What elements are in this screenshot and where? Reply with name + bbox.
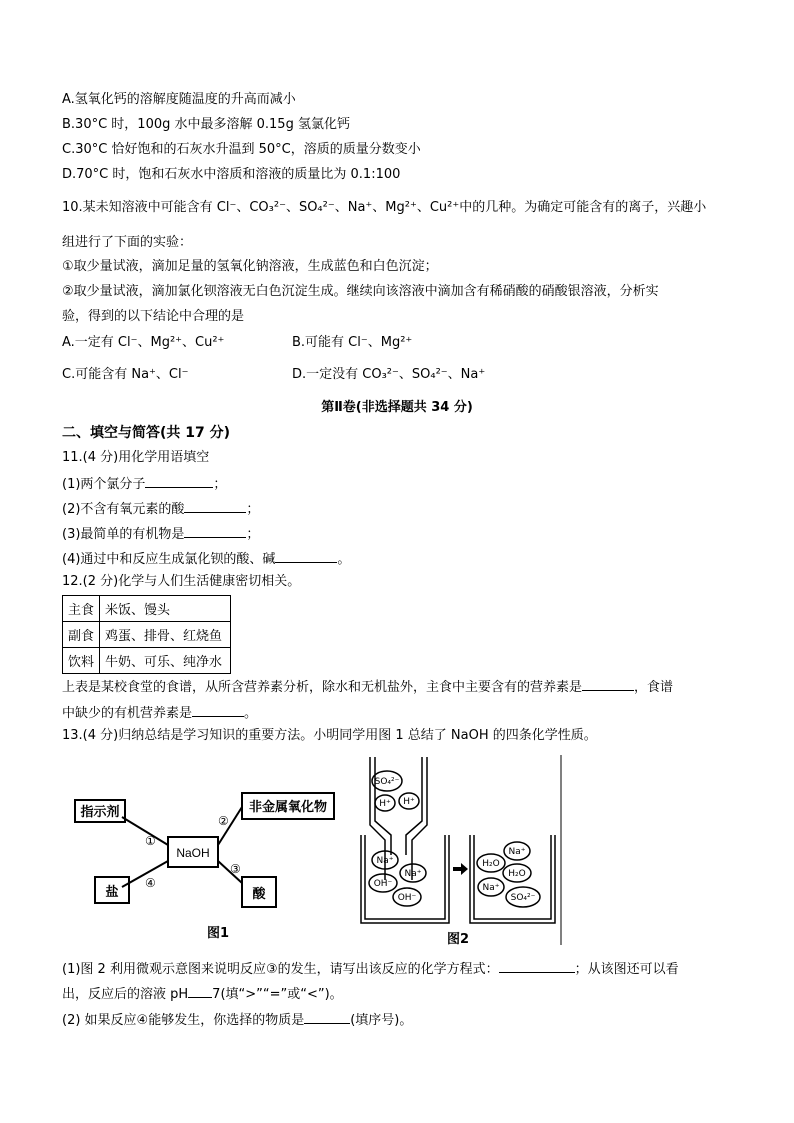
naoh-label: NaOH: [176, 846, 210, 860]
figure-2-micro-diagram: [355, 755, 565, 950]
dropper-ion-sulfate: SO₄²⁻: [374, 777, 400, 787]
figure-1-caption: 图1: [206, 926, 230, 941]
table-row: [63, 648, 231, 674]
q13-sub2: [62, 1010, 412, 1030]
q11-item-1: [62, 474, 226, 494]
q10-option-a: A.一定有 Cl⁻、Mg²⁺、Cu²⁺: [62, 335, 225, 350]
reaction-arrow-icon: [453, 863, 468, 875]
q12-blank-2[interactable]: [192, 703, 244, 717]
after-ion-na: Na⁺: [482, 883, 500, 893]
nonmetal-oxide-label: 非金属氧化物: [248, 800, 328, 815]
q13-sub2-end: (填序号)。: [350, 1013, 413, 1028]
q12-text-1-end: ，食谱: [634, 680, 674, 695]
q11-item-4-text: (4)通过中和反应生成氯化钡的酸、碱: [62, 552, 276, 567]
figure-1-naoh-diagram: [70, 765, 350, 955]
table-row: [63, 596, 231, 622]
table-cell: 牛奶、可乐、纯净水: [100, 648, 231, 674]
before-ion-oh: OH⁻: [397, 893, 417, 903]
q10-exp-3: 验，得到的以下结论中合理的是: [62, 309, 245, 324]
q12-text-2-body: 中缺少的有机营养素是: [62, 706, 193, 721]
table-cell: 米饭、馒头: [100, 596, 231, 622]
indicator-label: 指示剂: [80, 805, 120, 820]
q11-item-4: [62, 549, 350, 569]
section-title: 二、填空与简答(共 17 分): [62, 425, 231, 441]
q11-blank-3[interactable]: [184, 524, 246, 538]
dropper-outline-right: [412, 757, 427, 880]
q11-item-2-end: ；: [246, 502, 260, 517]
q11-blank-1[interactable]: [145, 474, 213, 488]
dropper-ion-h: H⁺: [403, 797, 415, 807]
q12-blank-1[interactable]: [582, 677, 634, 691]
q9-option-b: B.30°C 时，100g 水中最多溶解 0.15g 氢氯化钙: [62, 117, 350, 132]
q11-stem: 11.(4 分)用化学用语填空: [62, 450, 210, 465]
before-ion-na: Na⁺: [376, 856, 394, 866]
q13-sub1-ph-end: 7(填“>”“=”或“<”)。: [212, 987, 343, 1002]
q12-text-2-end: 。: [244, 706, 258, 721]
q12-text-1-body: 上表是某校食堂的食谱，从所含营养素分析，除水和无机盐外，主食中主要含有的营养素是: [62, 680, 583, 695]
after-ion-sulfate: SO₄²⁻: [510, 893, 536, 903]
q10-option-c: C.可能含有 Na⁺、Cl⁻: [62, 367, 189, 382]
before-ion-oh: OH⁻: [373, 879, 393, 889]
figure-2-caption: 图2: [446, 932, 470, 947]
q13-sub1-text: (1)图 2 利用微观示意图来说明反应③的发生，请写出该反应的化学方程式：: [62, 962, 499, 977]
after-molecule-h2o: H₂O: [482, 859, 500, 869]
q9-option-a: A.氢氧化钙的溶解度随温度的升高而减小: [62, 92, 296, 107]
reaction-number-1: ①: [145, 834, 156, 848]
q11-item-1-text: (1)两个氯分子: [62, 477, 146, 492]
q11-item-3: [62, 524, 259, 544]
q13-sub1-text-end: ；从该图还可以看: [574, 962, 679, 977]
dropper-ion-h: H⁺: [379, 799, 391, 809]
q13-sub1-line-1: [62, 959, 679, 979]
q11-item-3-end: ；: [246, 527, 260, 542]
q12-text-1: [62, 677, 673, 697]
reaction-number-4: ④: [145, 876, 156, 890]
after-molecule-h2o: H₂O: [508, 869, 526, 879]
q12-stem: 12.(2 分)化学与人们生活健康密切相关。: [62, 574, 301, 589]
after-ion-na: Na⁺: [508, 847, 526, 857]
q10-option-b: B.可能有 Cl⁻、Mg²⁺: [292, 335, 413, 350]
q10-stem-2: 组进行了下面的实验：: [62, 235, 193, 250]
q11-blank-4[interactable]: [275, 549, 337, 563]
table-cell: 主食: [63, 596, 100, 622]
q13-stem: 13.(4 分)归纳总结是学习知识的重要方法。小明同学用图 1 总结了 NaOH 的四条化学性质。: [62, 728, 597, 743]
table-cell: 副食: [63, 622, 100, 648]
q10-exp-2: ②取少量试液，滴加氯化钡溶液无白色沉淀生成。继续向该溶液中滴加含有稀硝酸的硝酸银溶液，分析实: [62, 284, 659, 299]
q10-stem-1: 10.某未知溶液中可能含有 Cl⁻、CO₃²⁻、SO₄²⁻、Na⁺、Mg²⁺、Cu²⁺中的几种。为确定可能含有的离子，兴趣小: [62, 200, 707, 215]
q11-item-4-end: 。: [337, 552, 351, 567]
q13-sub2-text: (2) 如果反应④能够发生，你选择的物质是: [62, 1013, 305, 1028]
q11-item-3-text: (3)最简单的有机物是: [62, 527, 185, 542]
q13-blank-equation[interactable]: [499, 959, 575, 973]
q12-text-2: [62, 703, 257, 723]
diet-table: [62, 595, 231, 674]
salt-label: 盐: [105, 885, 119, 900]
q11-item-2: [62, 499, 259, 519]
q9-option-d: D.70°C 时，饱和石灰水中溶质和溶液的质量比为 0.1:100: [62, 167, 401, 182]
q10-option-d: D.一定没有 CO₃²⁻、SO₄²⁻、Na⁺: [292, 367, 486, 382]
table-cell: 鸡蛋、排骨、红烧鱼: [100, 622, 231, 648]
q13-sub1-ph-text: 出，反应后的溶液 pH: [62, 987, 189, 1002]
reaction-number-2: ②: [218, 814, 229, 828]
table-cell: 饮料: [63, 648, 100, 674]
reaction-number-3: ③: [230, 862, 241, 876]
q11-item-1-end: ；: [213, 477, 227, 492]
table-row: [63, 622, 231, 648]
q9-option-c: C.30°C 恰好饱和的石灰水升温到 50°C，溶质的质量分数变小: [62, 142, 421, 157]
part2-title: 第Ⅱ卷(非选择题共 34 分): [321, 400, 473, 415]
q13-blank-ph[interactable]: [188, 984, 212, 998]
q13-blank-substance[interactable]: [304, 1010, 350, 1024]
acid-label: 酸: [252, 887, 266, 902]
before-ion-na: Na⁺: [404, 869, 422, 879]
q11-item-2-text: (2)不含有氧元素的酸: [62, 502, 185, 517]
q10-exp-1: ①取少量试液，滴加足量的氢氧化钠溶液，生成蓝色和白色沉淀；: [62, 259, 438, 274]
q11-blank-2[interactable]: [184, 499, 246, 513]
q13-sub1-line-2: [62, 984, 343, 1004]
